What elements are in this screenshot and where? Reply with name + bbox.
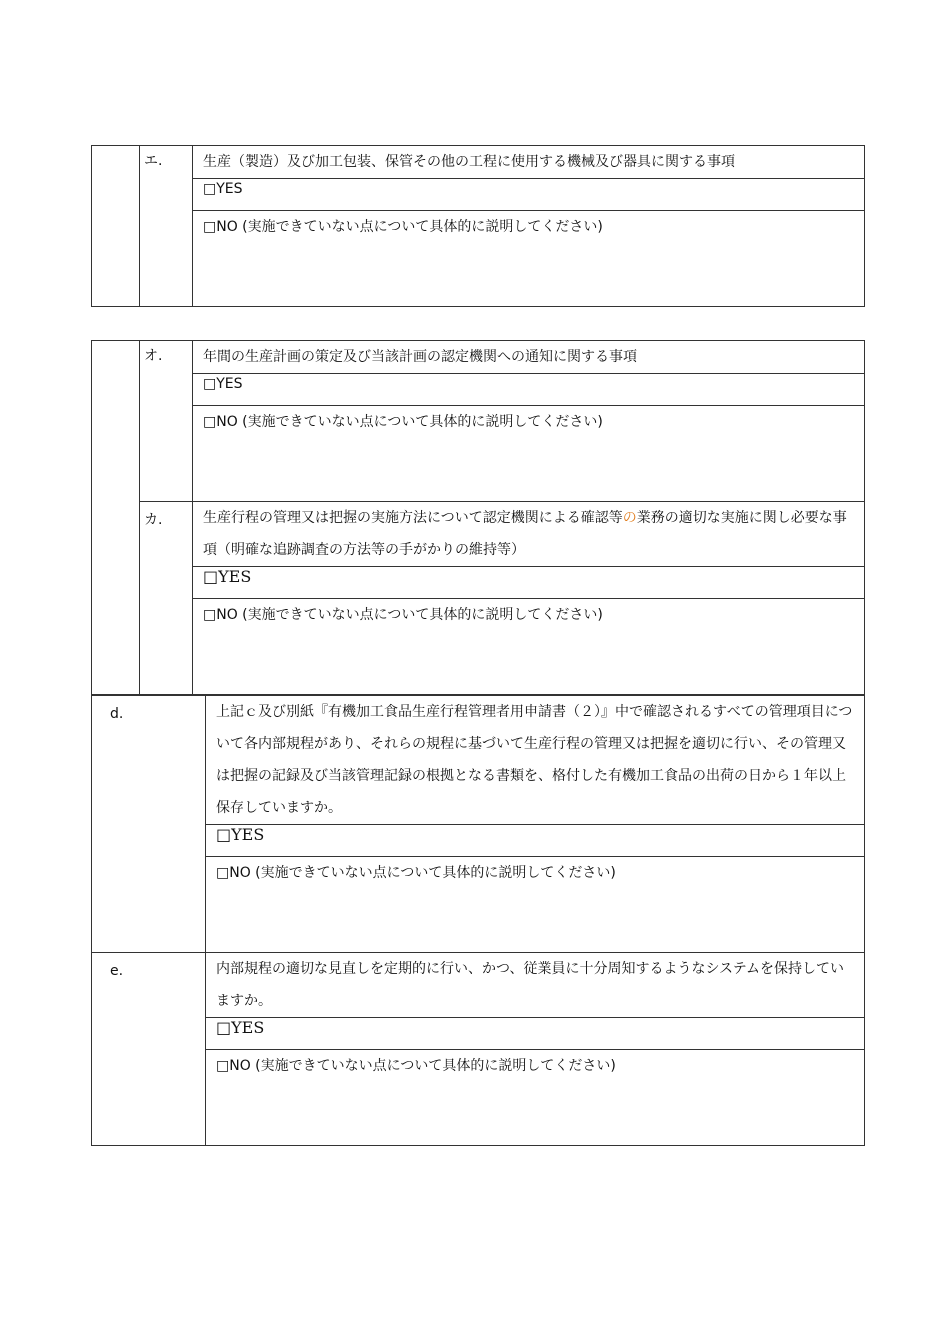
item-question-e-lower: 内部規程の適切な見直しを定期的に行い、かつ、従業員に十分周知するようなシステムを保持していますか。: [206, 953, 865, 1018]
blank-cell: [92, 146, 140, 307]
question-text-part2: 業務の適切な実施に関し必要な事項（明確な追跡調査の方法等の手がかりの維持等）: [203, 510, 847, 558]
item-label-e: エ.: [140, 146, 193, 307]
item-label-o: オ.: [140, 341, 193, 502]
item-question-o: 年間の生産計画の策定及び当該計画の認定機関への通知に関する事項: [193, 341, 865, 374]
checklist-table-main: [91, 340, 865, 695]
yes-checkbox-e[interactable]: □YES: [193, 179, 865, 211]
item-question-e: 生産（製造）及び加工包装、保管その他の工程に使用する機械及び器具に関する事項: [193, 146, 865, 179]
yes-checkbox-e-lower[interactable]: □YES: [206, 1018, 865, 1050]
yes-checkbox-o[interactable]: □YES: [193, 374, 865, 406]
item-label-e-lower: e.: [92, 953, 206, 1146]
item-question-ka: [193, 502, 865, 567]
item-question-d: 上記ｃ及び別紙『有機加工食品生産行程管理者用申請書（２）』中で確認されるすべての管理項目について各内部規程があり、それらの規程に基づいて生産行程の管理又は把握を適切に行い、その管理又は把握の記録及び当該管理記録の根拠となる書類を、格付した有機加工食品の出荷の日から１年以上保存していますか。: [206, 696, 865, 825]
yes-checkbox-ka[interactable]: □YES: [193, 567, 865, 599]
item-label-ka: カ.: [140, 502, 193, 695]
question-text-part1: 生産行程の管理又は把握の実施方法について認定機関による確認等: [203, 510, 623, 526]
yes-checkbox-d[interactable]: □YES: [206, 825, 865, 857]
no-checkbox-d[interactable]: □NO (実施できていない点について具体的に説明してください): [206, 857, 865, 953]
item-label-d: d.: [92, 696, 206, 953]
checklist-table-lower: [91, 695, 865, 1146]
no-checkbox-o[interactable]: □NO (実施できていない点について具体的に説明してください): [193, 406, 865, 502]
blank-cell: [92, 341, 140, 695]
highlighted-text: の: [622, 510, 637, 526]
no-checkbox-ka[interactable]: □NO (実施できていない点について具体的に説明してください): [193, 599, 865, 695]
no-checkbox-e-lower[interactable]: □NO (実施できていない点について具体的に説明してください): [206, 1050, 865, 1146]
checklist-table-e: [91, 145, 865, 307]
no-checkbox-e[interactable]: □NO (実施できていない点について具体的に説明してください): [193, 211, 865, 307]
